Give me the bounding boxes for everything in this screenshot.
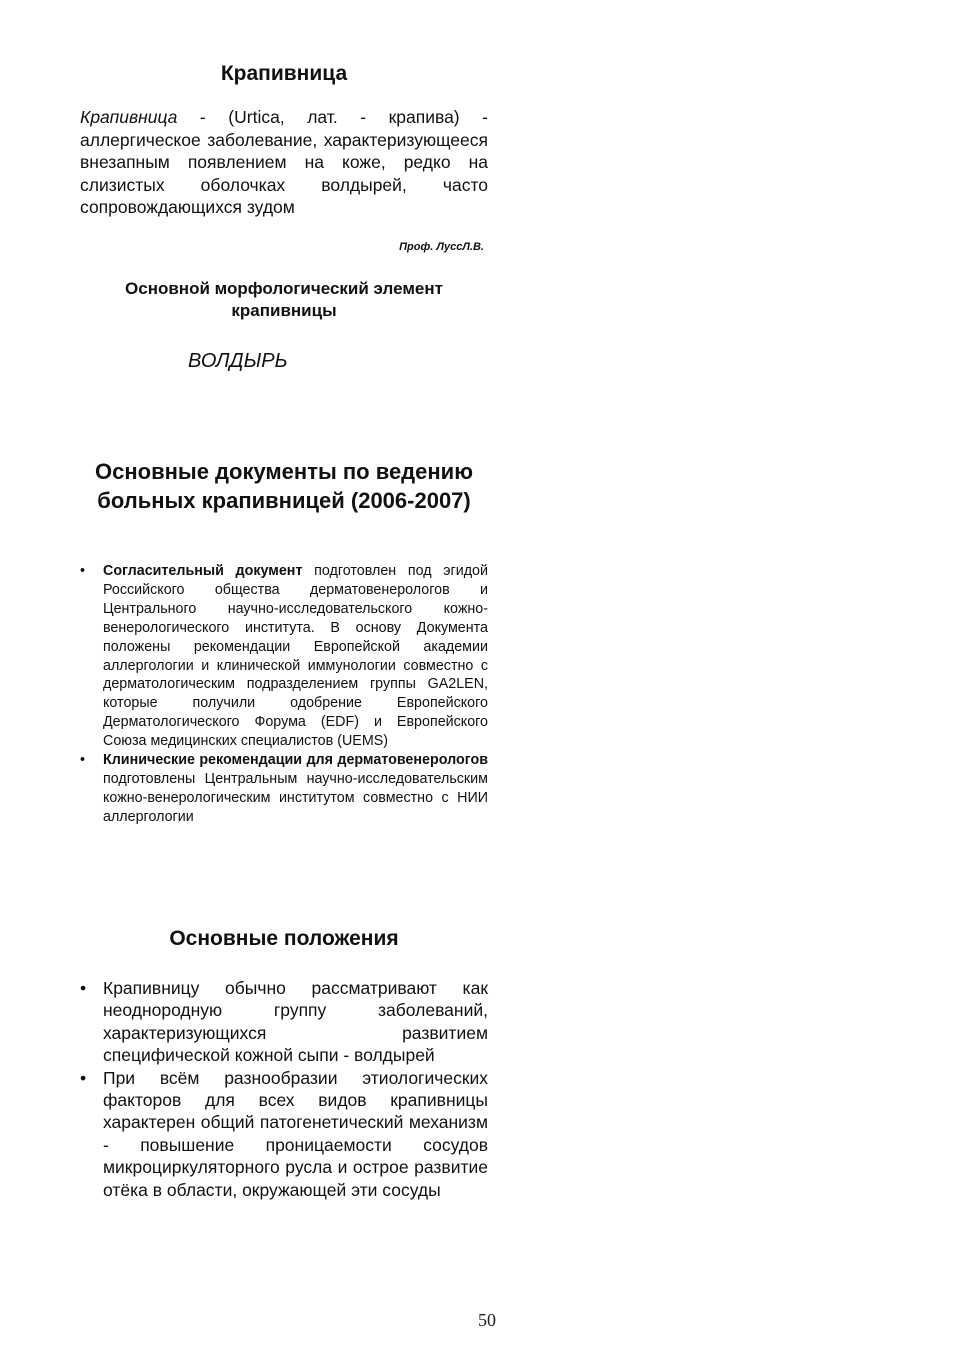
list-item-text: подготовлен под эгидой Российского общества дерматовенерологов и Центрального научно-исследовательского кожно-венерологического института. В основу Документа положены рекомендации Европейской академии аллергологии и клинической иммунологии совместно с дерматологическим подразделением группы GA2LEN, которые получили одобрение Европейского Дерматологического Форума (EDF) и Европейского Союза медицинских специалистов (UEMS): [103, 563, 488, 750]
provisions-list: [80, 977, 488, 1201]
list-item-text: Крапивницу обычно рассматривают как неоднородную группу заболеваний, характеризующихся развитием специфической кожной сыпи - волдырей: [103, 978, 488, 1066]
list-item-text: подготовлены Центральным научно-исследовательским кожно-венерологическим институтом совместно с НИИ аллергологии: [103, 770, 488, 825]
bullet-icon: •: [80, 978, 87, 998]
definition-paragraph: [80, 106, 488, 219]
bullet-icon: •: [80, 563, 86, 579]
bullet-icon: •: [80, 1067, 87, 1088]
definition-term: Крапивница: [80, 107, 178, 127]
list-item-bold: Согласительный документ: [103, 563, 303, 579]
definition-text: - (Urtica, лат. - крапива) - аллергическое заболевание, характеризующееся внезапным появлением на коже, редко на слизистых оболочках волдырей, часто сопровождающихся зудом: [80, 107, 488, 217]
list-item: [80, 1067, 488, 1201]
page-title: Крапивница: [220, 62, 348, 85]
list-item-text: При всём разнообразии этиологических факторов для всех видов крапивницы характерен общий патогенетический механизм - повышение проницаемости сосудов микроциркуляторного русла и острое развитие отёка в области, окружающей эти сосуды: [103, 1067, 488, 1200]
list-item-bold: Клинические рекомендации для дерматовенерологов: [103, 752, 488, 769]
list-item: [80, 751, 488, 827]
list-item: [80, 977, 488, 1067]
author-attribution: Проф. ЛуссЛ.В.: [399, 241, 484, 253]
docs-heading: Основные документы по ведению больных крапивницей (2006-2007): [95, 459, 473, 513]
provisions-heading: Основные положения: [169, 927, 399, 950]
bullet-icon: •: [80, 752, 86, 769]
morph-element: ВОЛДЫРЬ: [188, 350, 288, 372]
docs-list: [80, 562, 488, 827]
page-number: 50: [478, 1310, 496, 1330]
morph-heading: Основной морфологический элемент крапивницы: [125, 279, 443, 320]
list-item: [80, 562, 488, 751]
